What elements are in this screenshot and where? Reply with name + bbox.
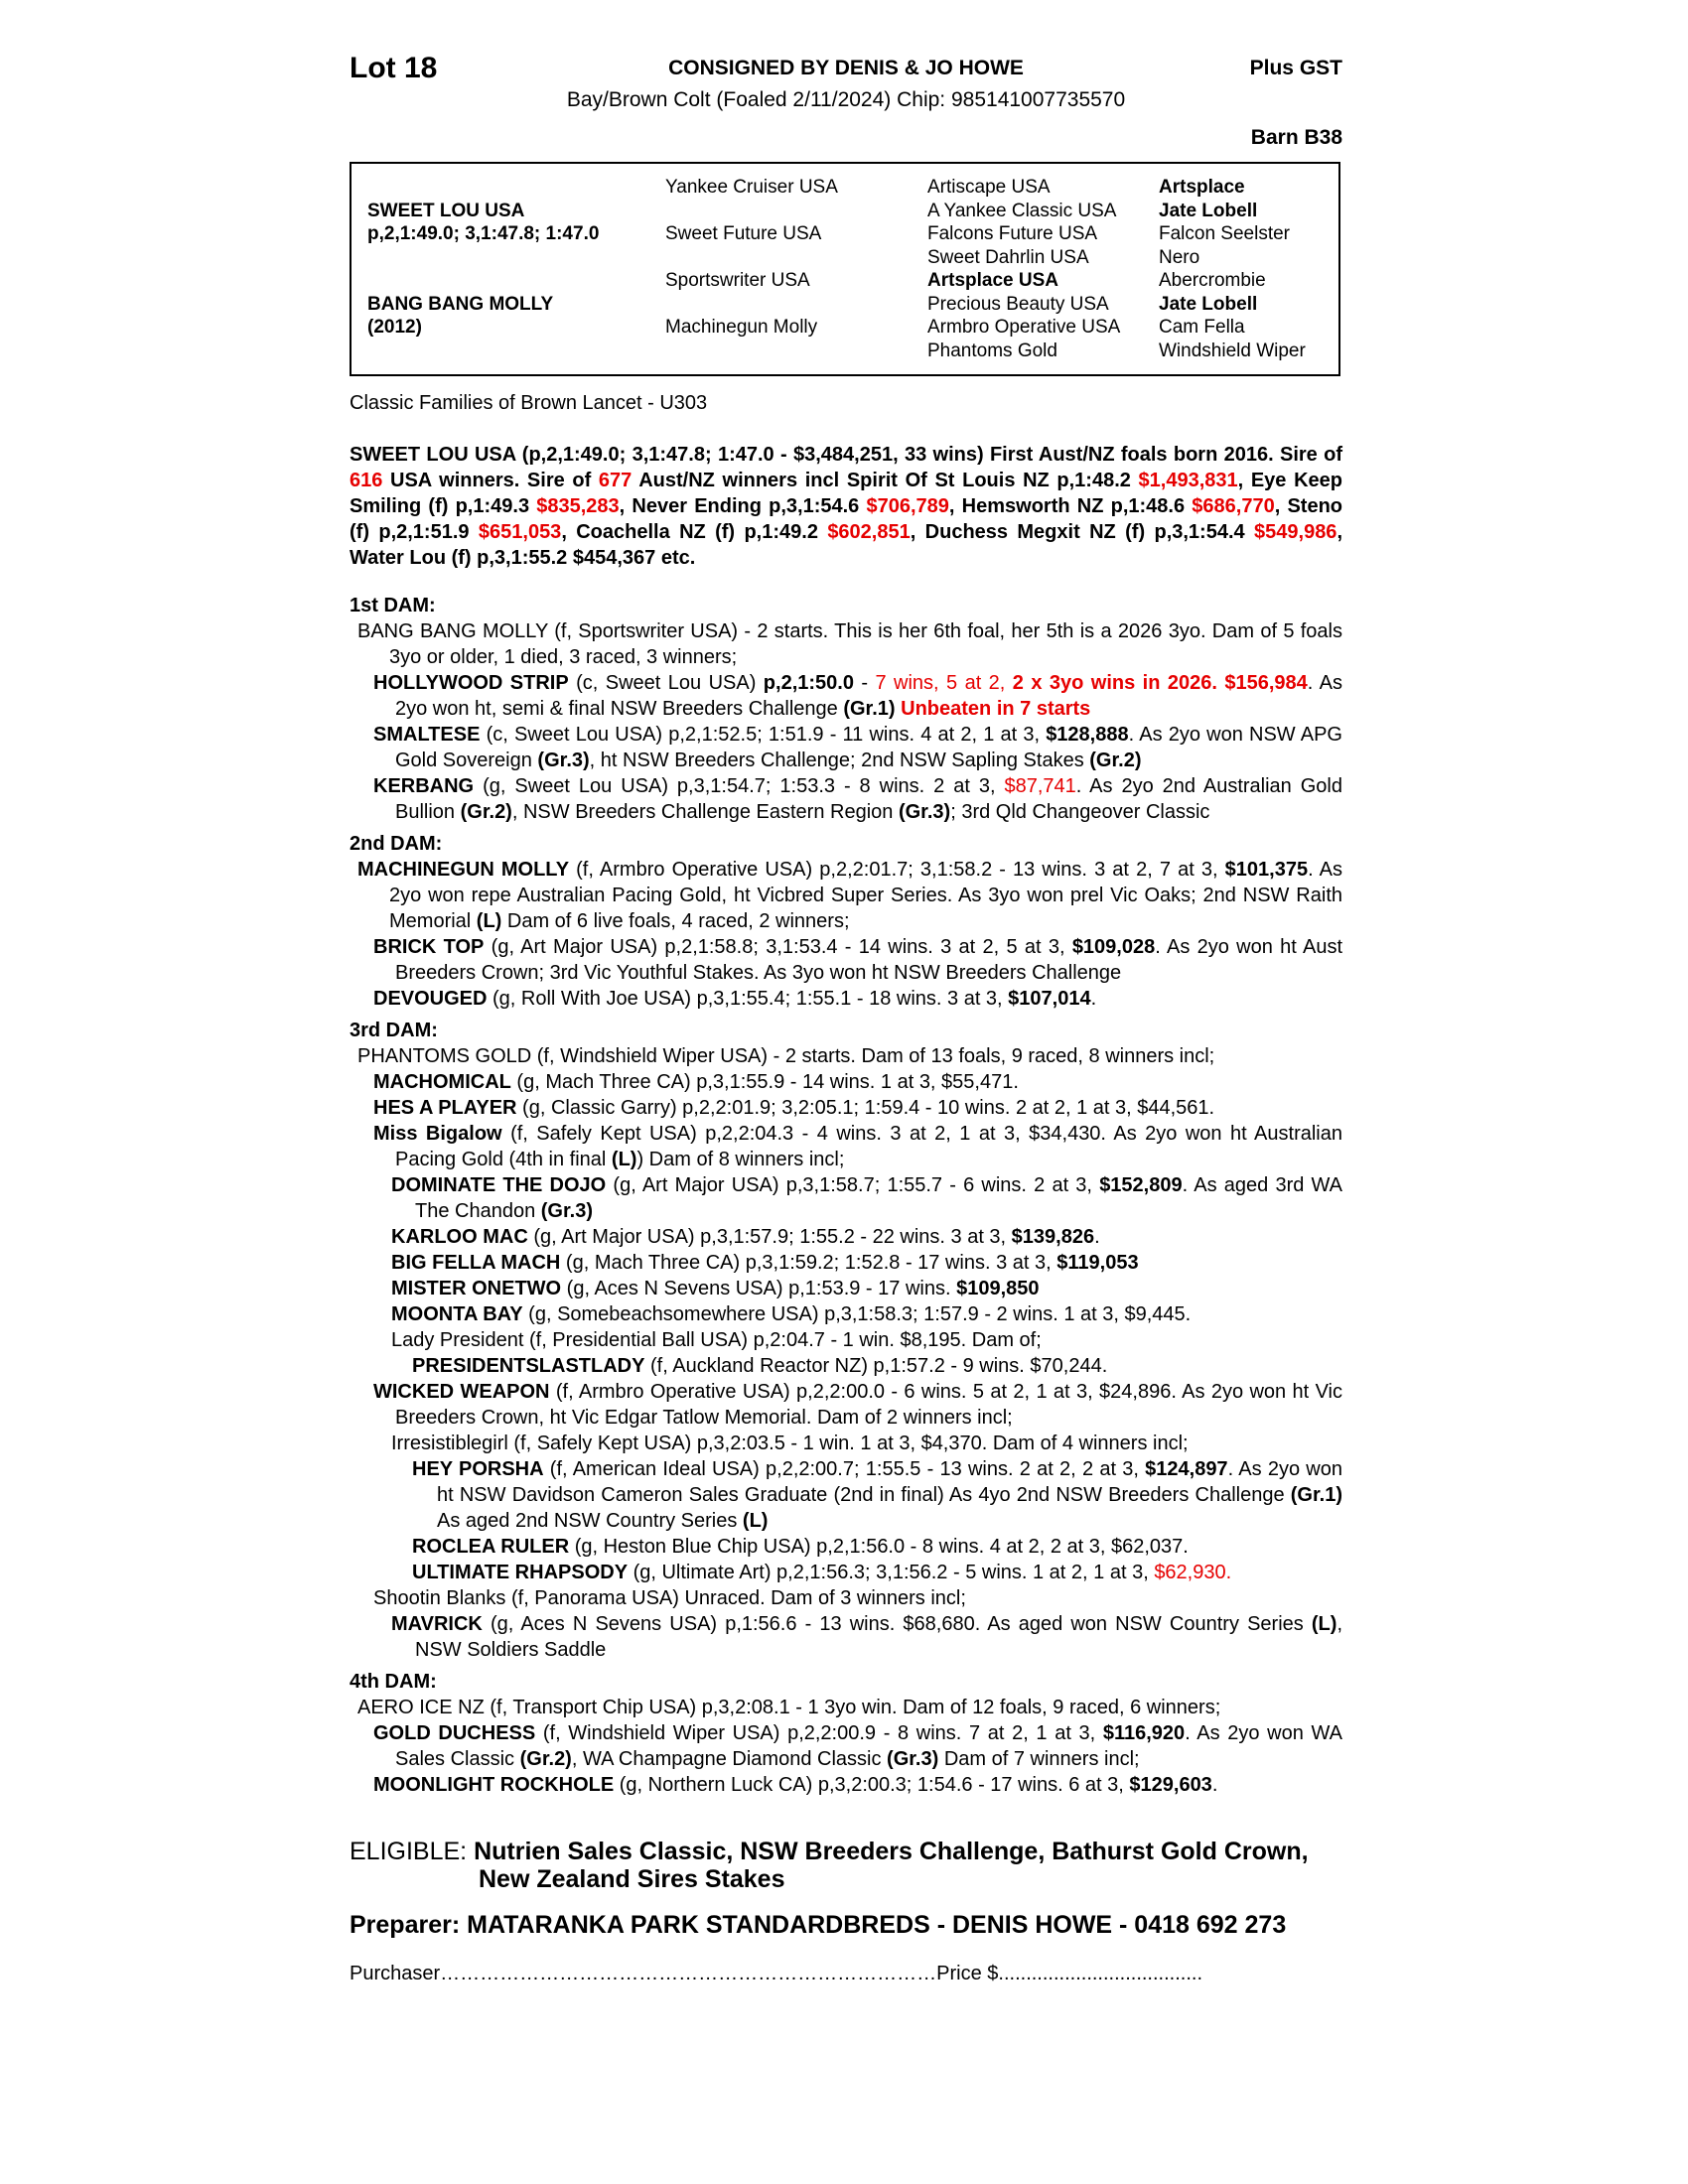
classic-families-line: Classic Families of Brown Lancet - U303 [350, 392, 708, 414]
lot-number: Lot 18 [350, 52, 438, 84]
fourth-dam-heading: 4th DAM: [350, 1671, 437, 1693]
entry-miss-bigalow: Miss Bigalow (f, Safely Kept USA) p,2,2:04.3 - 4 wins. 3 at 2, 1 at 3, $34,430. As 2yo won ht Australian Pacing Gold (4th in final (L)) Dam of 8 winners incl; [373, 1123, 1342, 1170]
first-dam-heading: 1st DAM: [350, 595, 436, 616]
pedigree-cell: Artsplace USA [927, 270, 1058, 291]
entry-moonta-bay: MOONTA BAY (g, Somebeachsomewhere USA) p,3,1:58.3; 1:57.9 - 2 wins. 1 at 3, $9,445. [391, 1303, 1192, 1325]
entry-mister-onetwo: MISTER ONETWO (g, Aces N Sevens USA) p,1:53.9 - 17 wins. $109,850 [391, 1278, 1040, 1299]
entry-machomical: MACHOMICAL (g, Mach Three CA) p,3,1:55.9 - 14 wins. 1 at 3, $55,471. [373, 1071, 1019, 1093]
pedigree-cell: Sportswriter USA [665, 270, 810, 291]
pedigree-cell [665, 340, 927, 363]
entry-gold-duchess: GOLD DUCHESS (f, Windshield Wiper USA) p,2,2:00.9 - 8 wins. 7 at 2, 1 at 3, $116,920. As 2yo won WA Sales Classic (Gr.2), WA Champagne Diamond Classic (Gr.3) Dam of 7 winners incl; [373, 1722, 1342, 1770]
horse-description: Bay/Brown Colt (Foaled 2/11/2024) Chip: 985141007735570 [566, 88, 1126, 111]
pedigree-cell: Windshield Wiper [1159, 340, 1306, 361]
header-right [1250, 56, 1342, 151]
pedigree-cell: Artsplace [1159, 177, 1245, 198]
pedigree-cell: Yankee Cruiser USA [665, 177, 838, 198]
pedigree-cell [367, 269, 665, 293]
pedigree-cell [665, 293, 927, 317]
entry-machinegun-molly: MACHINEGUN MOLLY (f, Armbro Operative USA) p,2,2:01.7; 3,1:58.2 - 13 wins. 3 at 2, 7 at 3, $101,375. As 2yo won repe Australian Pacing Gold, ht Vicbred Super Series. As 3yo won prel Vic Oaks; 2nd NSW Raith Memorial (L) Dam of 6 live foals, 4 raced, 2 winners; [357, 859, 1342, 932]
pedigree-cell [367, 176, 665, 200]
entry-moonlight-rockhole: MOONLIGHT ROCKHOLE (g, Northern Luck CA) p,3,2:00.3; 1:54.6 - 17 wins. 6 at 3, $129,603. [373, 1774, 1218, 1796]
entry-bang-bang-molly: BANG BANG MOLLY (f, Sportswriter USA) - 2 starts. This is her 6th foal, her 5th is a 2026 3yo. Dam of 5 foals 3yo or older, 1 died, 3 raced, 3 winners; [357, 620, 1342, 668]
pedigree-cell: BANG BANG MOLLY [367, 293, 554, 315]
pedigree-cell: Sweet Dahrlin USA [927, 246, 1089, 268]
pedigree-cell: Jate Lobell [1159, 200, 1258, 221]
consignor-line: CONSIGNED BY DENIS & JO HOWE [668, 57, 1024, 79]
purchaser-line: Purchaser…………………………………………………………………Price $..................................... [350, 1963, 1203, 1984]
pedigree-cell [367, 340, 665, 363]
entry-wicked-weapon: WICKED WEAPON (f, Armbro Operative USA) p,2,2:00.0 - 6 wins. 5 at 2, 1 at 3, $24,896. As 2yo won ht Vic Breeders Crown, ht Vic Edgar Tatlow Memorial. Dam of 2 winners incl; [373, 1381, 1342, 1429]
entry-hollywood-strip: HOLLYWOOD STRIP (c, Sweet Lou USA) p,2,1:50.0 - 7 wins, 5 at 2, 2 x 3yo wins in 2026. $156,984. As 2yo won ht, semi & final NSW Breeders Challenge (Gr.1) Unbeaten in 7 starts [373, 672, 1342, 720]
entry-smaltese: SMALTESE (c, Sweet Lou USA) p,2,1:52.5; 1:51.9 - 11 wins. 4 at 2, 1 at 3, $128,888. As 2yo won NSW APG Gold Sovereign (Gr.3), ht NSW Breeders Challenge; 2nd NSW Sapling Stakes (Gr.2) [373, 724, 1342, 771]
entry-lady-president: Lady President (f, Presidential Ball USA) p,2:04.7 - 1 win. $8,195. Dam of; [391, 1329, 1042, 1351]
barn-number: Barn B38 [1250, 126, 1342, 149]
pedigree-cell: Falcon Seelster [1159, 223, 1291, 244]
entry-roclea-ruler: ROCLEA RULER (g, Heston Blue Chip USA) p,2,1:56.0 - 8 wins. 4 at 2, 2 at 3, $62,037. [412, 1536, 1189, 1558]
pedigree-cell: Phantoms Gold [927, 340, 1057, 361]
eligible-line: ELIGIBLE: Nutrien Sales Classic, NSW Breeders Challenge, Bathurst Gold Crown, [350, 1838, 1309, 1865]
entry-kerbang: KERBANG (g, Sweet Lou USA) p,3,1:54.7; 1:53.3 - 8 wins. 2 at 3, $87,741. As 2yo 2nd Australian Gold Bullion (Gr.2), NSW Breeders Challenge Eastern Region (Gr.3); 3rd Qld Changeover Classic [373, 775, 1342, 823]
plus-gst-label: Plus GST [1249, 57, 1342, 79]
sire-summary: SWEET LOU USA (p,2,1:49.0; 3,1:47.8; 1:47.0 - $3,484,251, 33 wins) First Aust/NZ foals born 2016. Sire of 616 USA winners. Sire of 677 Aust/NZ winners incl Spirit Of St Louis NZ p,1:48.2 $1,493,831, Eye Keep Smiling (f) p,1:49.3 $835,283, Never Ending p,3,1:54.6 $706,789, Hemsworth NZ p,1:48.6 $686,770, Steno (f) p,2,1:51.9 $651,053, Coachella NZ (f) p,1:49.2 $602,851, Duchess Megxit NZ (f) p,3,1:54.4 $549,986, Water Lou (f) p,3,1:55.2 $454,367 etc. [350, 444, 1343, 569]
pedigree-cell: Nero [1159, 246, 1200, 268]
page-header [350, 48, 1342, 159]
eligible-line-2: New Zealand Sires Stakes [479, 1865, 785, 1893]
entry-devouged: DEVOUGED (g, Roll With Joe USA) p,3,1:55.4; 1:55.1 - 18 wins. 3 at 3, $107,014. [373, 988, 1097, 1010]
pedigree-cell: A Yankee Classic USA [927, 200, 1117, 221]
pedigree-cell [665, 200, 927, 223]
entry-hey-porsha: HEY PORSHA (f, American Ideal USA) p,2,2:00.7; 1:55.5 - 13 wins. 2 at 2, 2 at 3, $124,897. As 2yo won ht NSW Davidson Cameron Sales Graduate (2nd in final) As 4yo 2nd NSW Breeders Challenge (Gr.1) As aged 2nd NSW Country Series (L) [412, 1458, 1342, 1532]
pedigree-cell: Abercrombie [1159, 270, 1266, 291]
entry-presidentslastlady: PRESIDENTSLASTLADY (f, Auckland Reactor NZ) p,1:57.2 - 9 wins. $70,244. [412, 1355, 1108, 1377]
third-dam-heading: 3rd DAM: [350, 1020, 438, 1041]
entry-brick-top: BRICK TOP (g, Art Major USA) p,2,1:58.8; 3,1:53.4 - 14 wins. 3 at 2, 5 at 3, $109,028. As 2yo won ht Aust Breeders Crown; 3rd Vic Youthful Stakes. As 3yo won ht NSW Breeders Challenge [373, 936, 1342, 984]
entry-shootin-blanks: Shootin Blanks (f, Panorama USA) Unraced. Dam of 3 winners incl; [373, 1587, 966, 1609]
pedigree-cell: Armbro Operative USA [927, 317, 1121, 338]
entry-karloo-mac: KARLOO MAC (g, Art Major USA) p,3,1:57.9; 1:55.2 - 22 wins. 3 at 3, $139,826. [391, 1226, 1100, 1248]
preparer-line: Preparer: MATARANKA PARK STANDARDBREDS - DENIS HOWE - 0418 692 273 [350, 1911, 1287, 1939]
pedigree-cell: Falcons Future USA [927, 223, 1098, 244]
pedigree-cell: Sweet Future USA [665, 223, 822, 244]
entry-hes-a-player: HES A PLAYER (g, Classic Garry) p,2,2:01.9; 3,2:05.1; 1:59.4 - 10 wins. 2 at 2, 1 at 3, $44,561. [373, 1097, 1215, 1119]
entry-irresistiblegirl: Irresistiblegirl (f, Safely Kept USA) p,3,2:03.5 - 1 win. 1 at 3, $4,370. Dam of 4 winners incl; [391, 1433, 1189, 1454]
pedigree-cell: Machinegun Molly [665, 317, 818, 338]
pedigree-cell: Jate Lobell [1159, 293, 1258, 315]
second-dam-heading: 2nd DAM: [350, 833, 443, 855]
entry-aero-ice: AERO ICE NZ (f, Transport Chip USA) p,3,2:08.1 - 1 3yo win. Dam of 12 foals, 9 raced, 6 winners; [357, 1697, 1221, 1718]
pedigree-cell: Artiscape USA [927, 177, 1051, 198]
page-content [350, 48, 1342, 1986]
pedigree-table [350, 162, 1340, 376]
pedigree-cell: Precious Beauty USA [927, 293, 1109, 315]
entry-big-fella-mach: BIG FELLA MACH (g, Mach Three CA) p,3,1:59.2; 1:52.8 - 17 wins. 3 at 3, $119,053 [391, 1252, 1139, 1274]
pedigree-cell: p,2,1:49.0; 3,1:47.8; 1:47.0 [367, 223, 600, 244]
pedigree-cell [665, 246, 927, 270]
entry-dominate-the-dojo: DOMINATE THE DOJO (g, Art Major USA) p,3,1:58.7; 1:55.7 - 6 wins. 2 at 3, $152,809. As aged 3rd WA The Chandon (Gr.3) [391, 1174, 1343, 1222]
pedigree-cell [367, 246, 665, 270]
pedigree-cell: SWEET LOU USA [367, 200, 525, 221]
entry-ultimate-rhapsody: ULTIMATE RHAPSODY (g, Ultimate Art) p,2,1:56.3; 3,1:56.2 - 5 wins. 1 at 2, 1 at 3, $62,930. [412, 1562, 1232, 1583]
pedigree-cell: (2012) [367, 317, 422, 338]
entry-mavrick: MAVRICK (g, Aces N Sevens USA) p,1:56.6 - 13 wins. $68,680. As aged won NSW Country Series (L), NSW Soldiers Saddle [391, 1613, 1342, 1661]
entry-phantoms-gold: PHANTOMS GOLD (f, Windshield Wiper USA) - 2 starts. Dam of 13 foals, 9 raced, 8 winners incl; [357, 1045, 1215, 1067]
header-center [350, 56, 1342, 113]
pedigree-cell: Cam Fella [1159, 317, 1245, 338]
